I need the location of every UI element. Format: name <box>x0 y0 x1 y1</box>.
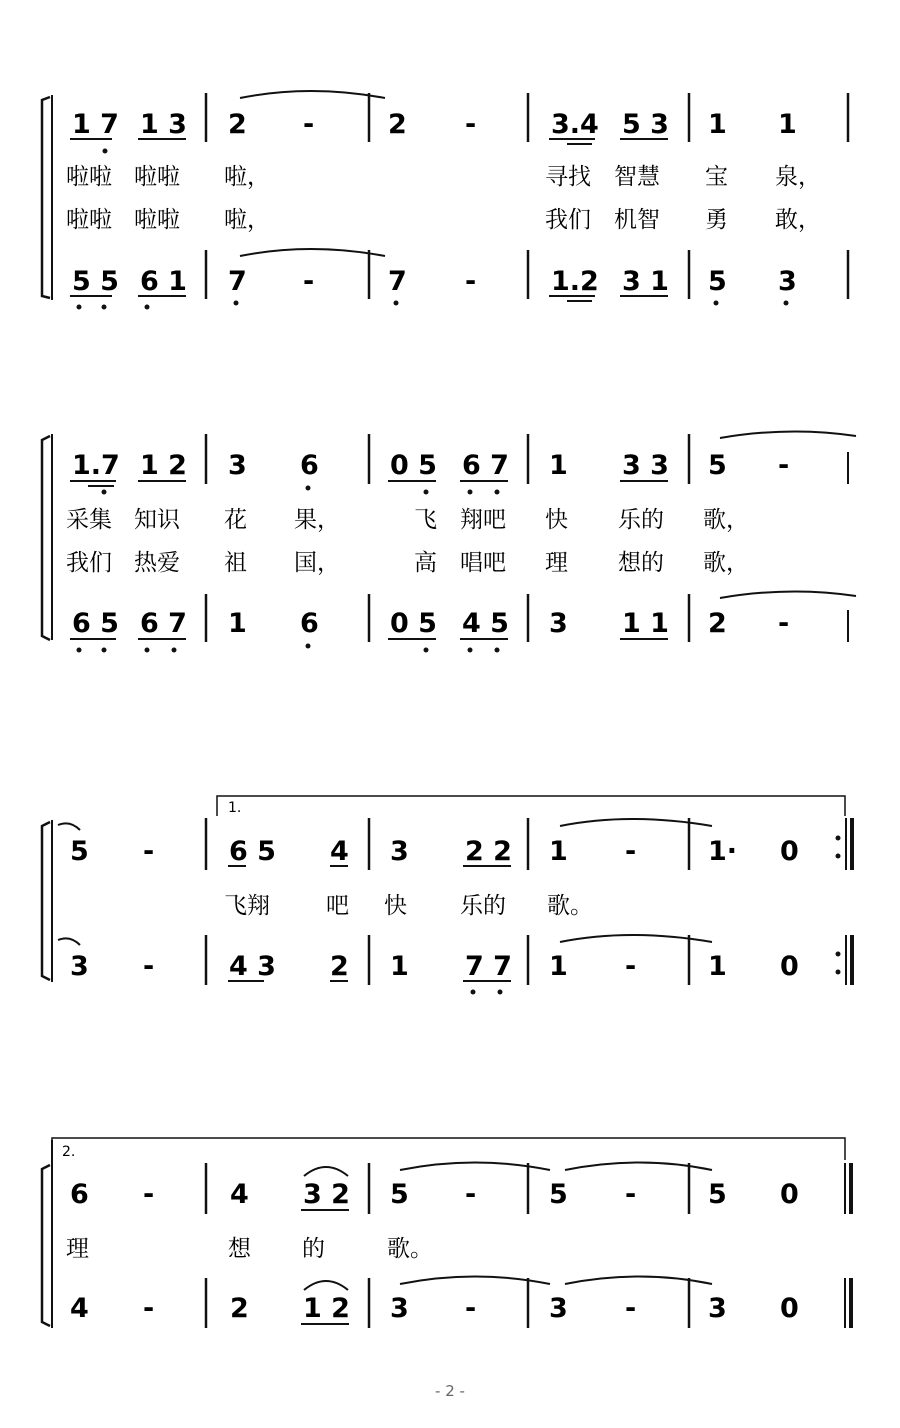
note: - <box>143 1293 155 1324</box>
note: - <box>625 1293 637 1324</box>
note: 1 <box>390 951 409 982</box>
note: 6 <box>70 1179 89 1210</box>
note: 5 <box>708 266 727 297</box>
tie-arc <box>58 938 80 945</box>
note: 3 <box>390 836 409 867</box>
note: 0 <box>780 1293 799 1324</box>
note: 0 5 <box>390 450 437 481</box>
lyric: 高 <box>414 550 437 576</box>
lyric: 热爱 <box>134 550 180 576</box>
lyric: 机智 <box>614 207 660 233</box>
note: - <box>143 1179 155 1210</box>
lyric: 乐的 <box>460 893 506 919</box>
system-brace <box>42 436 50 640</box>
note: - <box>143 836 155 867</box>
lyric: 泉， <box>775 164 821 190</box>
tie-arc <box>720 591 856 598</box>
lyric: 想的 <box>618 550 664 576</box>
note: - <box>465 266 477 297</box>
upper-staff <box>70 91 848 154</box>
lower-staff <box>70 1277 851 1329</box>
lyric: 啦啦 <box>134 207 180 233</box>
note: - <box>143 951 155 982</box>
note: 6 5 <box>72 608 119 639</box>
lyric: 理 <box>545 550 568 576</box>
lyrics-verse-2 <box>66 550 749 576</box>
note: 1 3 <box>140 109 187 140</box>
note: 1 <box>708 109 727 140</box>
lyric: 快 <box>384 893 407 919</box>
tie-arc <box>240 91 385 98</box>
lyrics-verse-1 <box>224 893 593 919</box>
lyric: 飞 <box>414 507 437 533</box>
lyric: 的 <box>302 1236 325 1262</box>
system-3 <box>42 796 852 995</box>
note: 4 3 <box>229 951 276 982</box>
octave-dot <box>102 305 107 310</box>
note: 6 7 <box>140 608 187 639</box>
upper-staff <box>70 431 856 494</box>
note: 6 <box>300 450 319 481</box>
note: 3 <box>228 450 247 481</box>
note: - <box>625 951 637 982</box>
upper-staff <box>70 1163 851 1215</box>
lyric: 啦啦 <box>66 207 112 233</box>
note: 3 <box>549 608 568 639</box>
note: 0 <box>780 1179 799 1210</box>
lower-staff <box>58 935 852 995</box>
system-brace <box>42 97 50 298</box>
note: 7 <box>388 266 407 297</box>
note: 1 <box>549 836 568 867</box>
volta-bracket-2 <box>52 1138 845 1160</box>
page-number: - 2 - <box>435 1382 465 1400</box>
lower-staff <box>70 249 848 310</box>
lyric: 歌， <box>703 550 749 576</box>
note: 0 <box>780 836 799 867</box>
lower-staff <box>70 591 856 652</box>
octave-dot <box>471 990 476 995</box>
note: - <box>778 608 790 639</box>
note: 1 <box>228 608 247 639</box>
lyric: 想 <box>228 1236 251 1262</box>
note: 2 <box>228 109 247 140</box>
tie-arc <box>58 823 80 830</box>
lyric: 我们 <box>545 207 591 233</box>
octave-dot <box>784 301 789 306</box>
note: 3 3 <box>622 450 669 481</box>
octave-dot <box>468 648 473 653</box>
ending-label: 2. <box>62 1144 76 1160</box>
note: 1 <box>549 450 568 481</box>
note: 5 3 <box>622 109 669 140</box>
note: 0 <box>780 951 799 982</box>
note: 6 5 <box>229 836 276 867</box>
lyric: 飞翔 <box>224 893 270 919</box>
octave-dot <box>394 301 399 306</box>
note: 1 1 <box>622 608 669 639</box>
octave-dot <box>306 644 311 649</box>
lyrics-verse-1 <box>66 507 749 533</box>
note: 2 2 <box>465 836 512 867</box>
note: 2 <box>330 951 349 982</box>
note: 3 1 <box>622 266 669 297</box>
lyric: 宝 <box>705 164 728 190</box>
lyric: 啦， <box>224 207 270 233</box>
note: 2 <box>388 109 407 140</box>
repeat-dot <box>836 952 841 957</box>
note: 1 <box>708 951 727 982</box>
note: 5 <box>708 1179 727 1210</box>
note: 4 5 <box>462 608 509 639</box>
lyrics-verse-1 <box>66 164 821 190</box>
lyric: 寻找 <box>545 164 591 190</box>
note: 3 <box>390 1293 409 1324</box>
note: 3 <box>549 1293 568 1324</box>
note: 1 7 <box>72 109 119 140</box>
upper-staff <box>58 818 852 870</box>
note: 1 2 <box>140 450 187 481</box>
note: 2 <box>230 1293 249 1324</box>
system-1 <box>42 91 848 310</box>
lyric: 知识 <box>134 507 180 533</box>
note: - <box>778 450 790 481</box>
octave-dot <box>424 648 429 653</box>
system-4 <box>42 1138 851 1328</box>
note: 3.4 <box>551 109 599 140</box>
lyric: 采集 <box>66 507 112 533</box>
note: 1.7 <box>72 450 120 481</box>
octave-dot <box>714 301 719 306</box>
note: 3 2 <box>303 1179 350 1210</box>
note: 6 7 <box>462 450 509 481</box>
lyric: 理 <box>66 1236 89 1262</box>
system-brace <box>42 822 50 980</box>
note: 3 <box>778 266 797 297</box>
octave-dot <box>102 490 107 495</box>
note: - <box>465 1293 477 1324</box>
note: 5 <box>708 450 727 481</box>
note: 3 <box>708 1293 727 1324</box>
octave-dot <box>102 648 107 653</box>
octave-dot <box>103 149 108 154</box>
note: 4 <box>70 1293 89 1324</box>
volta-bracket-1 <box>217 796 845 816</box>
note: 1 <box>778 109 797 140</box>
repeat-dot <box>836 970 841 975</box>
lyric: 乐的 <box>618 507 664 533</box>
slur-arc <box>304 1167 348 1176</box>
note: 1 <box>549 951 568 982</box>
note: 5 <box>390 1179 409 1210</box>
note: 7 <box>228 266 247 297</box>
slur-arc <box>304 1281 348 1290</box>
lyric: 翔吧 <box>460 507 506 533</box>
note: 6 <box>300 608 319 639</box>
ending-label: 1. <box>228 800 242 816</box>
note: 4 <box>230 1179 249 1210</box>
lyric: 歌。 <box>387 1236 433 1262</box>
tie-arc <box>240 249 385 256</box>
octave-dot <box>306 486 311 491</box>
lyric: 吧 <box>326 893 349 919</box>
note: - <box>465 109 477 140</box>
lyric: 智慧 <box>614 164 660 190</box>
octave-dot <box>468 490 473 495</box>
lyric: 唱吧 <box>460 550 506 576</box>
note: 7 7 <box>465 951 512 982</box>
octave-dot <box>172 648 177 653</box>
system-brace <box>42 1165 50 1326</box>
tie-arc <box>720 431 856 438</box>
lyrics-verse-1 <box>66 1236 433 1262</box>
octave-dot <box>77 305 82 310</box>
lyric: 花 <box>224 507 247 533</box>
octave-dot <box>145 648 150 653</box>
octave-dot <box>498 990 503 995</box>
octave-dot <box>495 490 500 495</box>
system-2 <box>42 431 856 652</box>
octave-dot <box>424 490 429 495</box>
note: - <box>465 1179 477 1210</box>
note: 1· <box>708 836 738 867</box>
lyric: 快 <box>545 507 568 533</box>
repeat-dot <box>836 836 841 841</box>
note: - <box>303 266 315 297</box>
lyric: 歌。 <box>547 893 593 919</box>
lyrics-verse-2 <box>66 207 821 233</box>
lyric: 我们 <box>66 550 112 576</box>
note: 1 2 <box>303 1293 350 1324</box>
lyric: 果， <box>294 507 340 533</box>
lyric: 勇 <box>705 207 728 233</box>
lyric: 啦啦 <box>66 164 112 190</box>
note: 5 5 <box>72 266 119 297</box>
lyric: 啦， <box>224 164 270 190</box>
note: - <box>303 109 315 140</box>
lyric: 敢， <box>775 207 821 233</box>
note: 5 <box>549 1179 568 1210</box>
note: 6 1 <box>140 266 187 297</box>
lyric: 歌， <box>703 507 749 533</box>
note: 1.2 <box>551 266 599 297</box>
repeat-dot <box>836 854 841 859</box>
lyric: 祖 <box>224 550 247 576</box>
note: 4 <box>330 836 349 867</box>
note: 5 <box>70 836 89 867</box>
note: - <box>625 1179 637 1210</box>
note: 2 <box>708 608 727 639</box>
octave-dot <box>77 648 82 653</box>
octave-dot <box>234 301 239 306</box>
note: - <box>625 836 637 867</box>
octave-dot <box>145 305 150 310</box>
lyric: 啦啦 <box>134 164 180 190</box>
note: 0 5 <box>390 608 437 639</box>
lyric: 国， <box>294 550 340 576</box>
octave-dot <box>495 648 500 653</box>
note: 3 <box>70 951 89 982</box>
